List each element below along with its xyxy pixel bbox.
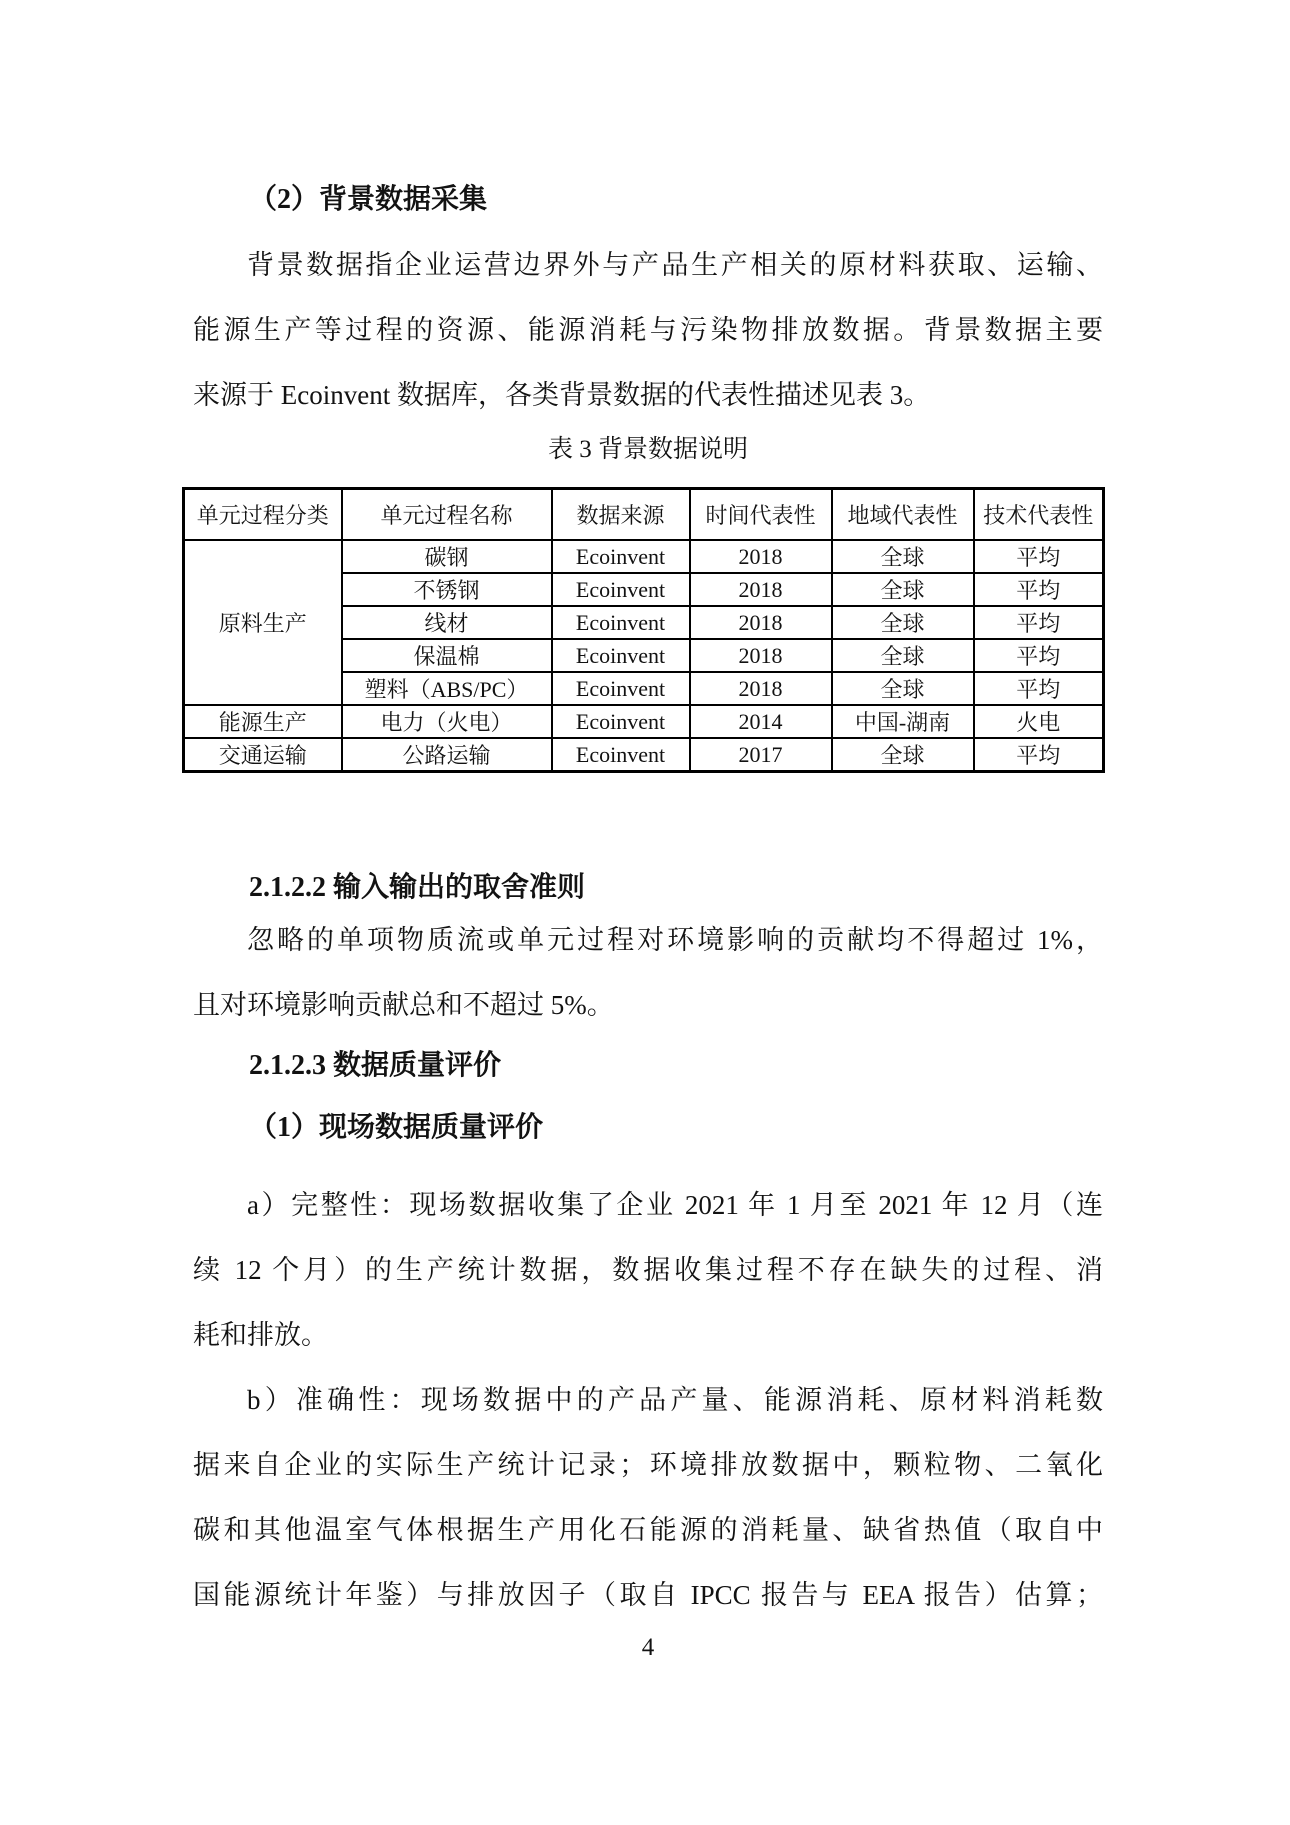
heading-cutoff-criteria: 2.1.2.2 输入输出的取舍准则: [249, 872, 586, 903]
background-data-table: [182, 487, 1105, 773]
table-cell: 2018: [690, 540, 832, 573]
table-cell: 平均: [974, 639, 1104, 672]
paragraph-line: 国能源统计年鉴）与排放因子（取自 IPCC 报告与 EEA 报告）估算；: [193, 1580, 1103, 1610]
table-cell: 2017: [690, 738, 832, 772]
table-cell: 保温棉: [342, 639, 552, 672]
table-cell: 电力（火电）: [342, 705, 552, 738]
table-cell: 全球: [832, 738, 974, 772]
paragraph-line: 耗和排放。: [193, 1320, 328, 1350]
paragraph-line: 且对环境影响贡献总和不超过 5%。: [193, 990, 614, 1020]
table-header-row: [184, 489, 1104, 541]
table-cell: 全球: [832, 540, 974, 573]
table-cell: 全球: [832, 606, 974, 639]
table-cell: 中国-湖南: [832, 705, 974, 738]
paragraph-line: a）完整性：现场数据收集了企业 2021 年 1 月至 2021 年 12 月（连: [247, 1190, 1103, 1220]
table-caption: 表 3 背景数据说明: [547, 436, 748, 463]
table-header-cell: 时间代表性: [690, 489, 832, 541]
table-cell: 2018: [690, 639, 832, 672]
table-cell: 平均: [974, 606, 1104, 639]
table-cell: 线材: [342, 606, 552, 639]
table-cell: 全球: [832, 672, 974, 705]
table-cell: Ecoinvent: [552, 573, 690, 606]
table-cell: Ecoinvent: [552, 540, 690, 573]
table-header-cell: 数据来源: [552, 489, 690, 541]
paragraph-line: 背景数据指企业运营边界外与产品生产相关的原材料获取、运输、: [247, 250, 1103, 280]
table-cell: 平均: [974, 540, 1104, 573]
paragraph-line: 来源于 Ecoinvent 数据库，各类背景数据的代表性描述见表 3。: [193, 380, 931, 410]
table-cell: Ecoinvent: [552, 606, 690, 639]
table-row: [184, 705, 1104, 738]
table-category-cell: 能源生产: [184, 705, 342, 738]
table-category-cell: 交通运输: [184, 738, 342, 772]
table-row: [184, 738, 1104, 772]
table-header-cell: 单元过程分类: [184, 489, 342, 541]
paragraph-background-data: [193, 233, 1103, 428]
table-cell: 全球: [832, 639, 974, 672]
table-cell: 平均: [974, 672, 1104, 705]
heading-field-data-quality: （1）现场数据质量评价: [249, 1112, 544, 1143]
table-cell: Ecoinvent: [552, 639, 690, 672]
table-cell: 碳钢: [342, 540, 552, 573]
heading-background-data-collection: （2）背景数据采集: [249, 184, 488, 215]
paragraph-line: 据来自企业的实际生产统计记录；环境排放数据中，颗粒物、二氧化: [193, 1450, 1103, 1480]
paragraph-accuracy: [193, 1368, 1103, 1628]
paragraph-cutoff-criteria: [193, 908, 1103, 1038]
heading-data-quality: 2.1.2.3 数据质量评价: [249, 1050, 502, 1081]
table-cell: 2018: [690, 573, 832, 606]
table-header-cell: 技术代表性: [974, 489, 1104, 541]
table-cell: 火电: [974, 705, 1104, 738]
table-cell: 平均: [974, 573, 1104, 606]
paragraph-completeness: [193, 1173, 1103, 1368]
paragraph-line: 碳和其他温室气体根据生产用化石能源的消耗量、缺省热值（取自中: [193, 1515, 1103, 1545]
table-cell: Ecoinvent: [552, 738, 690, 772]
table-cell: 全球: [832, 573, 974, 606]
table-cell: 平均: [974, 738, 1104, 772]
paragraph-line: 续 12 个月）的生产统计数据，数据收集过程不存在缺失的过程、消: [193, 1255, 1103, 1285]
table-header-cell: 地域代表性: [832, 489, 974, 541]
table-cell: Ecoinvent: [552, 705, 690, 738]
paragraph-line: b）准确性：现场数据中的产品产量、能源消耗、原材料消耗数: [247, 1385, 1103, 1415]
table-cell: 塑料（ABS/PC）: [342, 672, 552, 705]
table-cell: 公路运输: [342, 738, 552, 772]
paragraph-line: 忽略的单项物质流或单元过程对环境影响的贡献均不得超过 1%，: [247, 925, 1103, 955]
table-row: [184, 540, 1104, 573]
table-cell: 2018: [690, 672, 832, 705]
table-cell: Ecoinvent: [552, 672, 690, 705]
table-category-cell: 原料生产: [184, 540, 342, 705]
page-number: 4: [641, 1634, 655, 1661]
table-cell: 不锈钢: [342, 573, 552, 606]
document-content: [193, 180, 1103, 1668]
table-cell: 2014: [690, 705, 832, 738]
table-cell: 2018: [690, 606, 832, 639]
table-header-cell: 单元过程名称: [342, 489, 552, 541]
paragraph-line: 能源生产等过程的资源、能源消耗与污染物排放数据。背景数据主要: [193, 315, 1103, 345]
